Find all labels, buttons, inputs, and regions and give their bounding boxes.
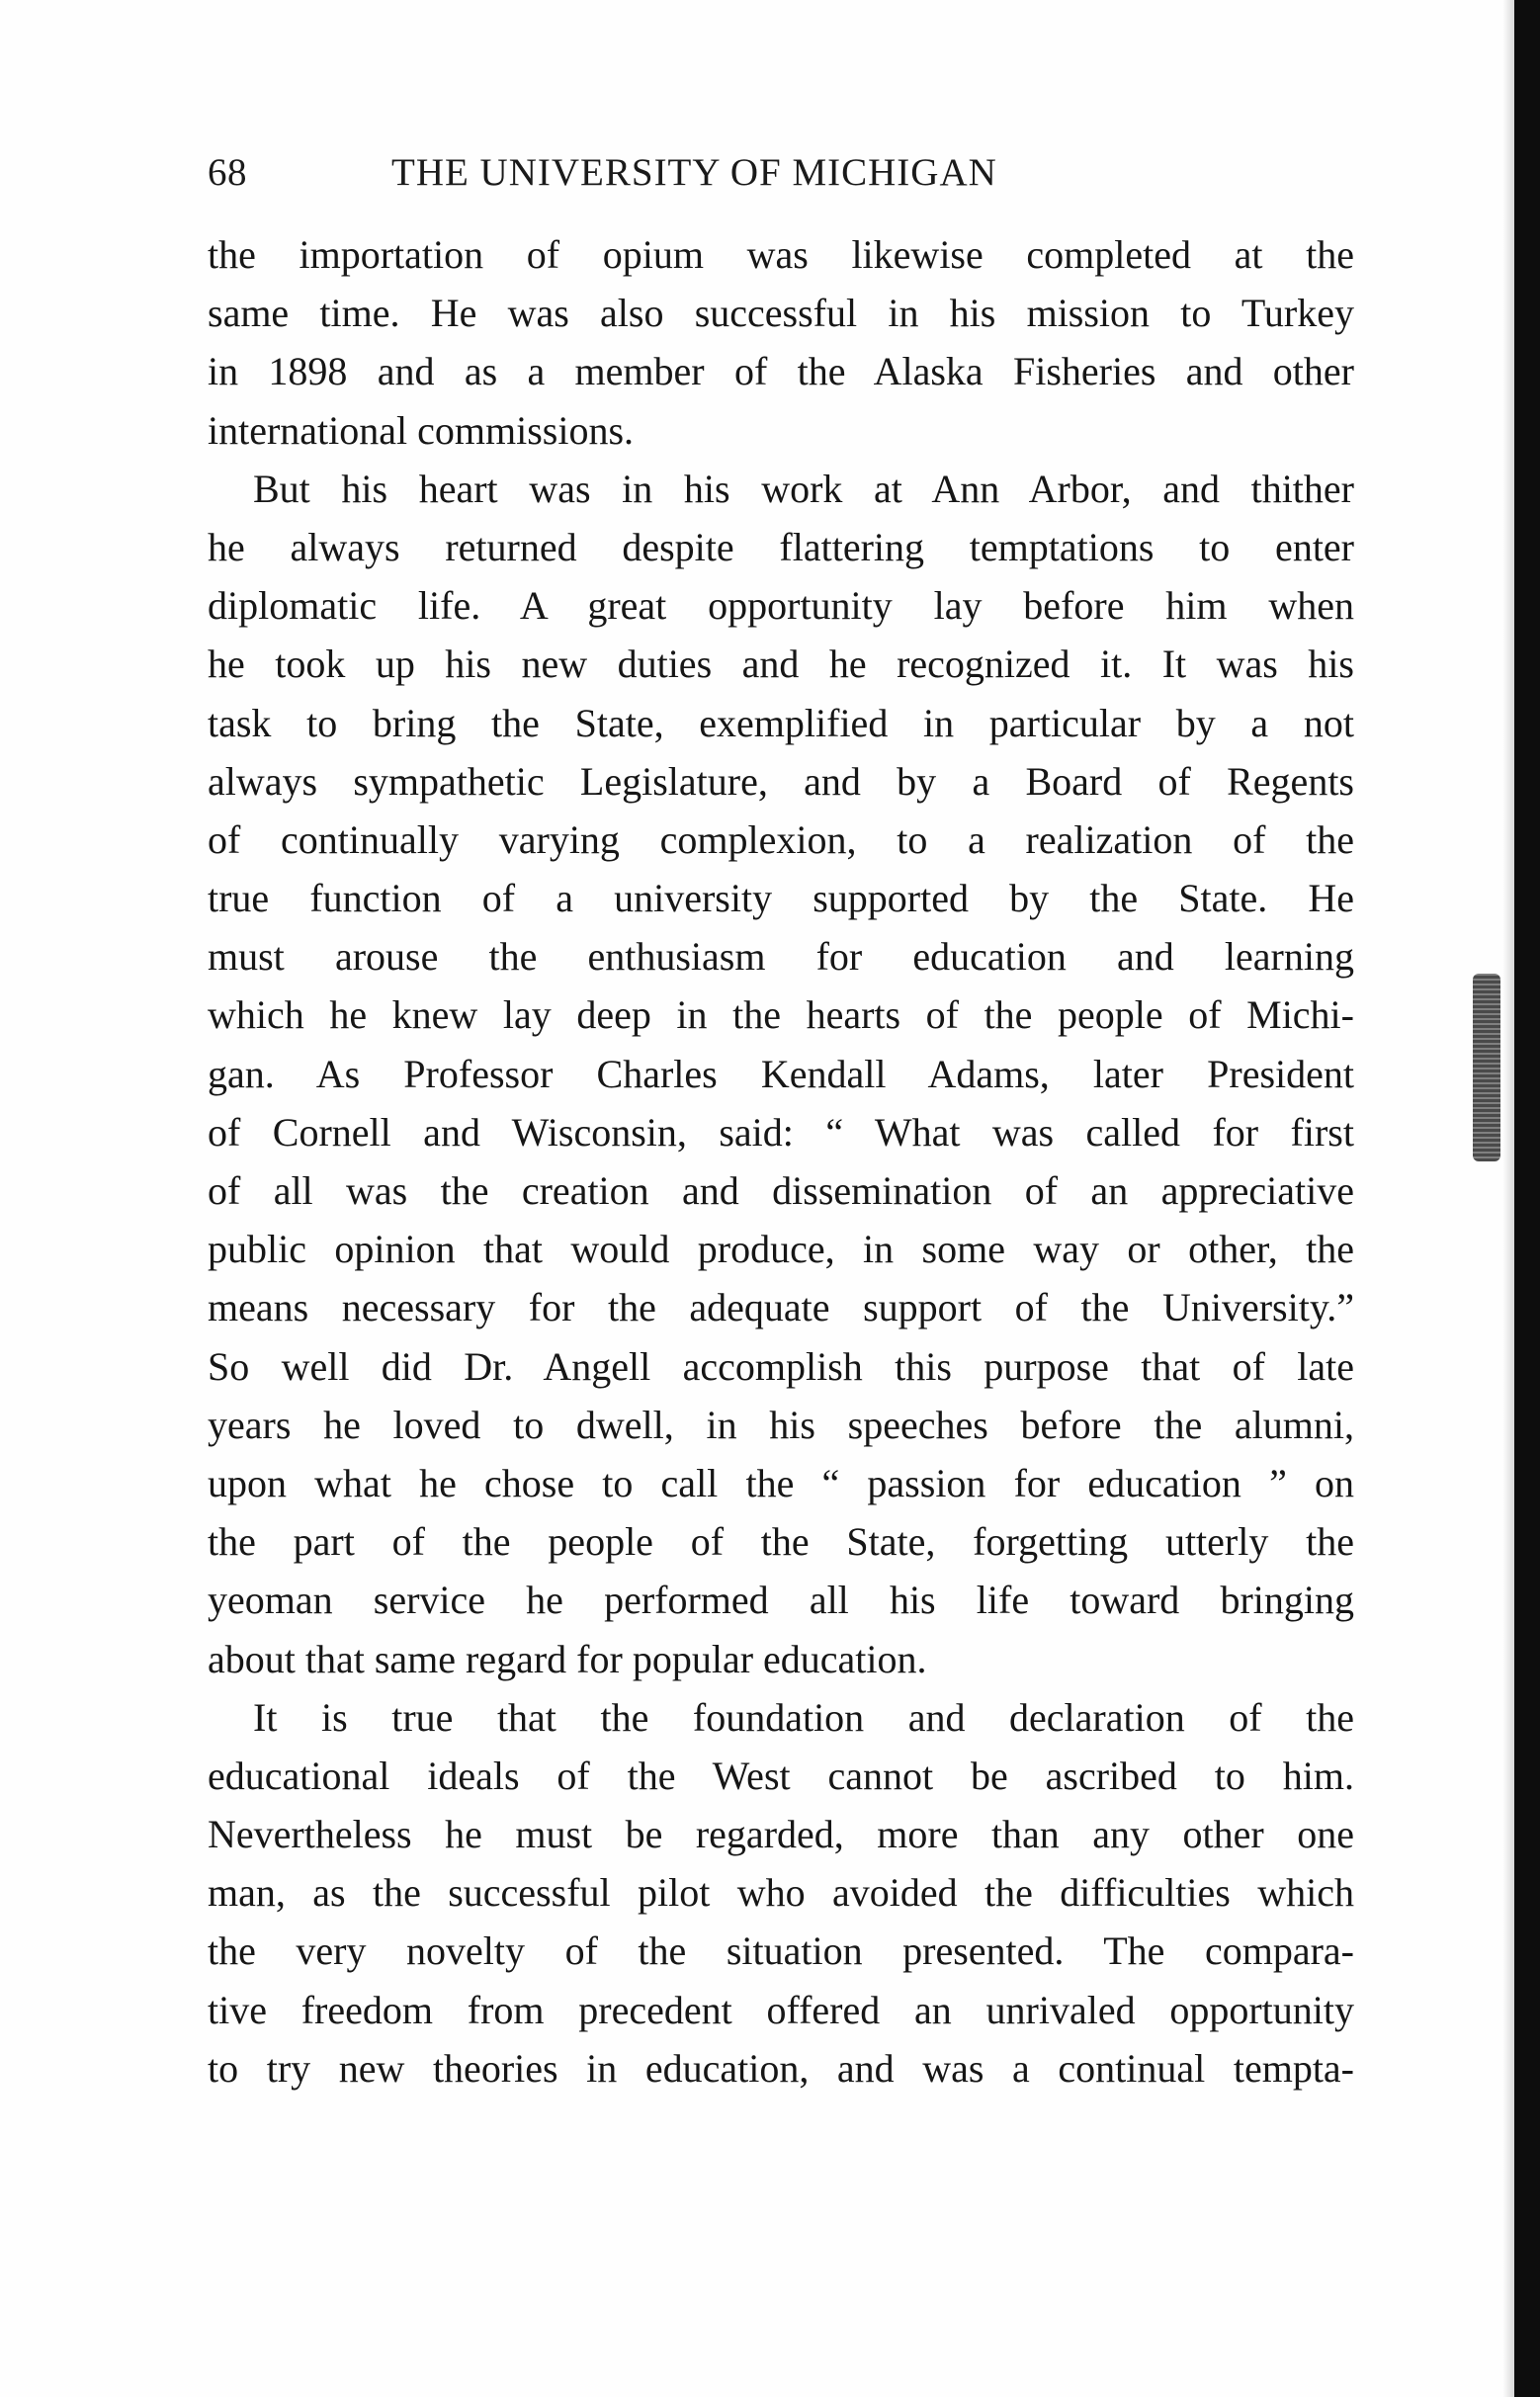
text-line: in 1898 and as a member of the Alaska Fisheries and other [208, 349, 1354, 394]
text-line: Nevertheless he must be regarded, more than any other one [208, 1812, 1354, 1857]
text-line: tive freedom from precedent offered an unrivaled opportunity [208, 1987, 1354, 2032]
text-line: he took up his new duties and he recognized it. It was his [208, 642, 1354, 687]
text-line: same time. He was also successful in his mission to Turkey [208, 291, 1354, 336]
paragraph [208, 460, 1354, 1688]
text-line: of continually varying complexion, to a realization of the [208, 816, 1354, 862]
text-line: to try new theories in education, and was a continual tempta- [208, 2045, 1354, 2091]
text-line: It is true that the foundation and declaration of the [253, 1694, 1354, 1740]
paragraph [208, 1688, 1354, 2097]
running-head [208, 150, 1354, 195]
text-line: diplomatic life. A great opportunity lay before him when [208, 583, 1354, 629]
body-text [208, 225, 1354, 2097]
binding-edge [1514, 0, 1540, 2397]
text-line: of Cornell and Wisconsin, said: “ What was called for first [208, 1109, 1354, 1155]
text-line: public opinion that would produce, in some way or other, the [208, 1227, 1354, 1272]
text-line: of all was the creation and dissemination of an appreciative [208, 1168, 1354, 1213]
text-line: international commissions. [208, 407, 635, 453]
text-line: he always returned despite flattering temptations to enter [208, 524, 1354, 569]
scan-artifact [1473, 974, 1500, 1161]
text-line: years he loved to dwell, in his speeches before the alumni, [208, 1402, 1354, 1447]
text-line: which he knew lay deep in the hearts of the people of Michi- [208, 992, 1354, 1038]
page-number: 68 [208, 151, 247, 194]
text-line: upon what he chose to call the “ passion for education ” on [208, 1460, 1354, 1505]
text-line: the importation of opium was likewise completed at the [208, 232, 1354, 277]
text-line: man, as the successful pilot who avoided the difficulties which [208, 1870, 1354, 1916]
text-line: So well did Dr. Angell accomplish this purpose that of late [208, 1343, 1354, 1389]
text-line: educational ideals of the West cannot be ascribed to him. [208, 1753, 1354, 1798]
text-line: yeoman service he performed all his life toward bringing [208, 1578, 1354, 1623]
running-title: THE UNIVERSITY OF MICHIGAN [391, 151, 997, 194]
text-line: must arouse the enthusiasm for education and learning [208, 934, 1354, 980]
text-line: gan. As Professor Charles Kendall Adams, later President [208, 1051, 1354, 1096]
text-line: always sympathetic Legislature, and by a Board of Regents [208, 758, 1354, 804]
text-line: the part of the people of the State, forgetting utterly the [208, 1519, 1354, 1565]
text-line: task to bring the State, exemplified in particular by a not [208, 700, 1354, 745]
page-edge-shadow [1502, 0, 1514, 2397]
text-line: the very novelty of the situation presented. The compara- [208, 1928, 1354, 1974]
text-line: about that same regard for popular education. [208, 1636, 927, 1681]
paragraph [208, 225, 1354, 460]
text-line: But his heart was in his work at Ann Arbor, and thither [253, 466, 1354, 511]
text-line: means necessary for the adequate support of the University.” [208, 1285, 1354, 1330]
text-line: true function of a university supported by the State. He [208, 876, 1354, 921]
